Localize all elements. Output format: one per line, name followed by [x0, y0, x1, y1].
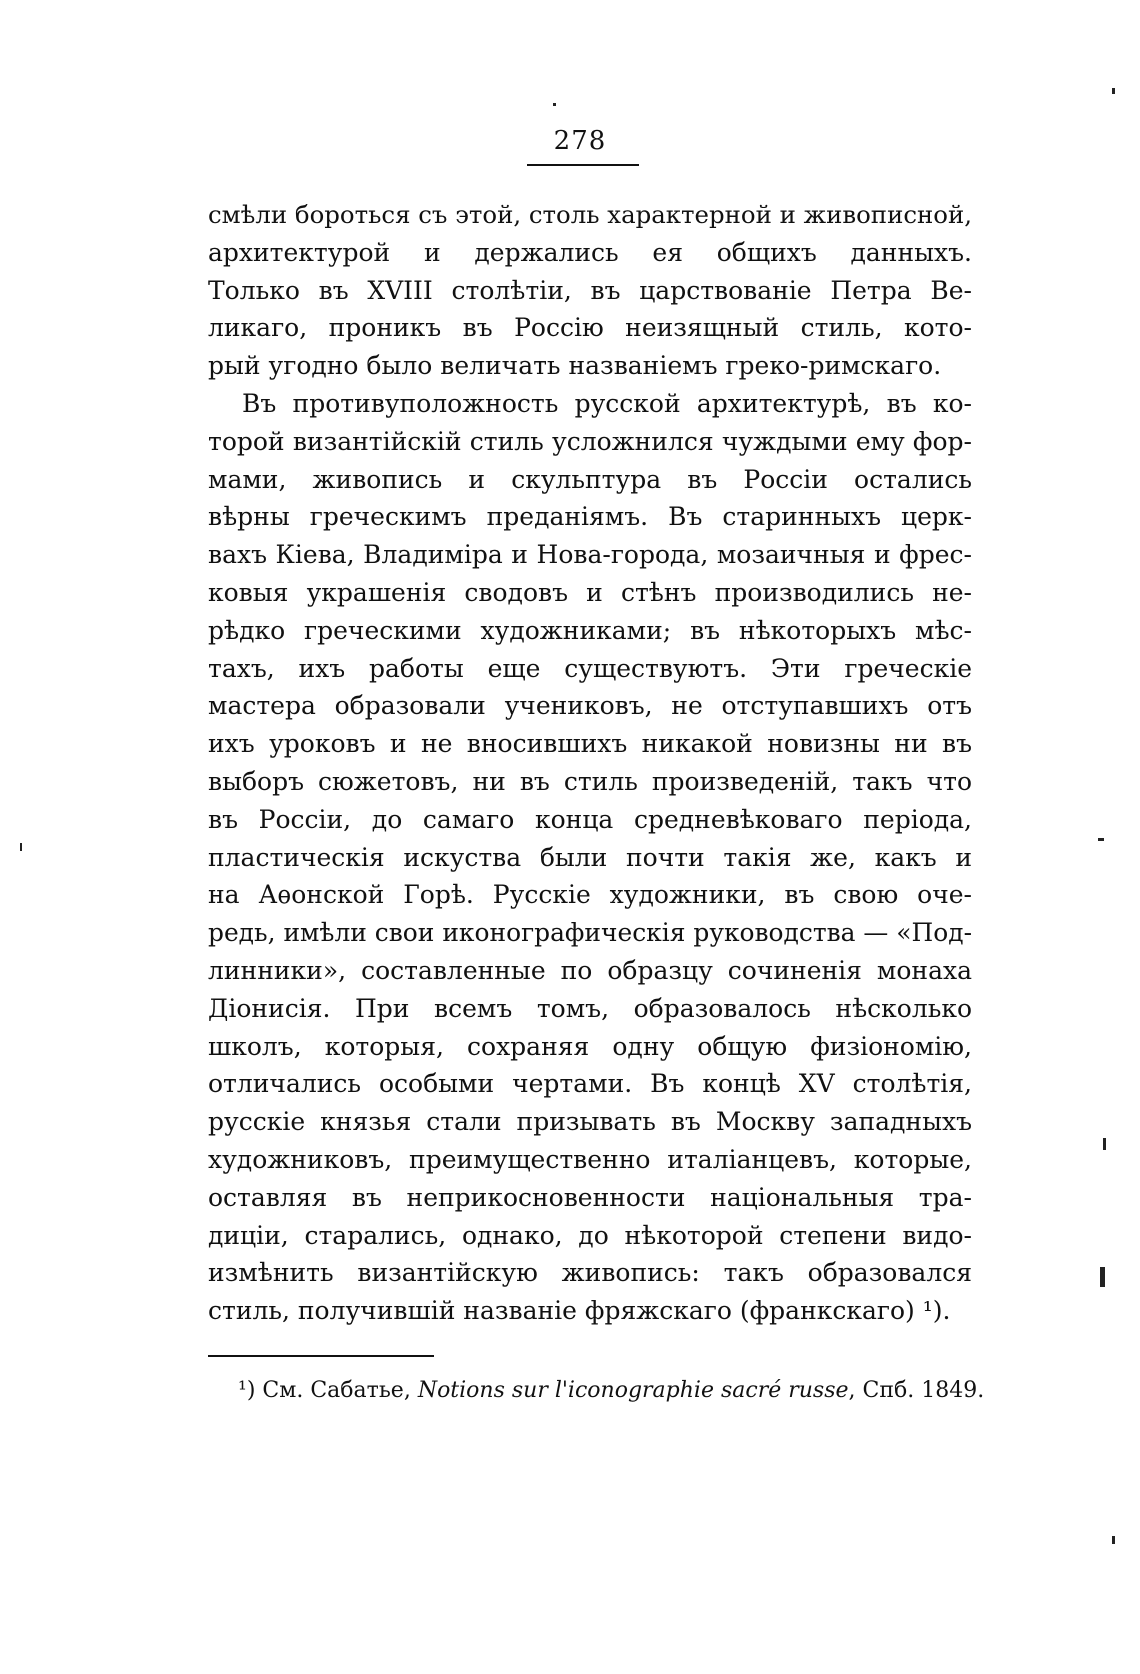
text-line: въ Россіи, до самаго конца средневѣковаго періода, — [208, 804, 972, 834]
text-line: вахъ Кіева, Владиміра и Нова-города, мозаичныя и фрес- — [208, 540, 972, 570]
body-text — [208, 196, 972, 1330]
text-line: мастера образовали учениковъ, не отступавшихъ отъ — [208, 691, 972, 721]
text-line: отличались особыми чертами. Въ концѣ XV столѣтія, — [208, 1069, 972, 1099]
text-line: архитектурой и держались ея общихъ данныхъ. — [208, 237, 972, 267]
text-line: торой византійскій стиль усложнился чуждыми ему фор- — [208, 426, 972, 456]
text-line: тахъ, ихъ работы еще существуютъ. Эти греческіе — [208, 653, 972, 683]
page-number: 278 — [553, 126, 607, 156]
text-line: стиль, получившій названіе фряжскаго (франкскаго) ¹). — [208, 1296, 951, 1326]
text-line: смѣли бороться съ этой, столь характерной и живописной, — [208, 200, 972, 229]
text-line: русскіе князья стали призывать въ Москву западныхъ — [208, 1107, 972, 1137]
scan-speck — [1112, 88, 1115, 94]
footnote-rule — [208, 1355, 434, 1357]
text-line: вѣрны греческимъ преданіямъ. Въ старинныхъ церк- — [208, 502, 972, 532]
text-line: выборъ сюжетовъ, ни въ стиль произведеній, такъ что — [208, 766, 972, 796]
text-line: Діонисія. При всемъ томъ, образовалось нѣсколько — [208, 993, 972, 1023]
text-line: диціи, старались, однако, до нѣкоторой степени видо- — [208, 1220, 972, 1250]
footnote-marker: ¹) — [238, 1378, 256, 1403]
footnote-title: Notions sur l'iconographie sacré russe — [417, 1378, 849, 1403]
scan-speck — [553, 103, 556, 106]
footnote — [238, 1376, 985, 1406]
scan-speck — [20, 843, 22, 851]
footnote-suffix: , Спб. 1849. — [848, 1378, 985, 1403]
text-line: редь, имѣли свои иконографическія руководства — «Под- — [208, 918, 972, 948]
scan-speck — [1103, 1138, 1106, 1150]
text-line: ковыя украшенія сводовъ и стѣнъ производились не- — [208, 577, 972, 607]
scan-speck — [1098, 838, 1104, 841]
text-line: Въ противуположность русской архитектурѣ, въ ко- — [242, 388, 972, 418]
text-line: линники», составленные по образцу сочиненія монаха — [208, 955, 972, 985]
page-number-rule — [527, 164, 639, 166]
text-line: Только въ XVIII столѣтіи, въ царствованіе Петра Ве- — [208, 275, 972, 305]
text-line: пластическія искуства были почти такія же, какъ и — [208, 842, 972, 872]
text-line: школъ, которыя, сохраняя одну общую физіономію, — [208, 1031, 972, 1061]
footnote-prefix: См. Сабатье, — [262, 1378, 411, 1403]
text-line: мами, живопись и скульптура въ Россіи остались — [208, 464, 972, 494]
text-line: художниковъ, преимущественно италіанцевъ, которые, — [208, 1144, 972, 1174]
text-line: на Аѳонской Горѣ. Русскіе художники, въ свою оче- — [208, 880, 972, 910]
scan-speck — [1112, 1536, 1115, 1544]
text-line: оставляя въ неприкосновенности національныя тра- — [208, 1182, 972, 1212]
scan-speck — [1100, 1267, 1105, 1287]
text-line: ихъ уроковъ и не вносившихъ никакой новизны ни въ — [208, 729, 972, 759]
text-line: измѣнить византійскую живопись: такъ образовался — [208, 1258, 972, 1288]
text-line: рѣдко греческими художниками; въ нѣкоторыхъ мѣс- — [208, 615, 972, 645]
text-line: ликаго, проникъ въ Россію неизящный стиль, кото- — [208, 313, 972, 343]
text-line: рый угодно было величать названіемъ греко-римскаго. — [208, 351, 942, 381]
